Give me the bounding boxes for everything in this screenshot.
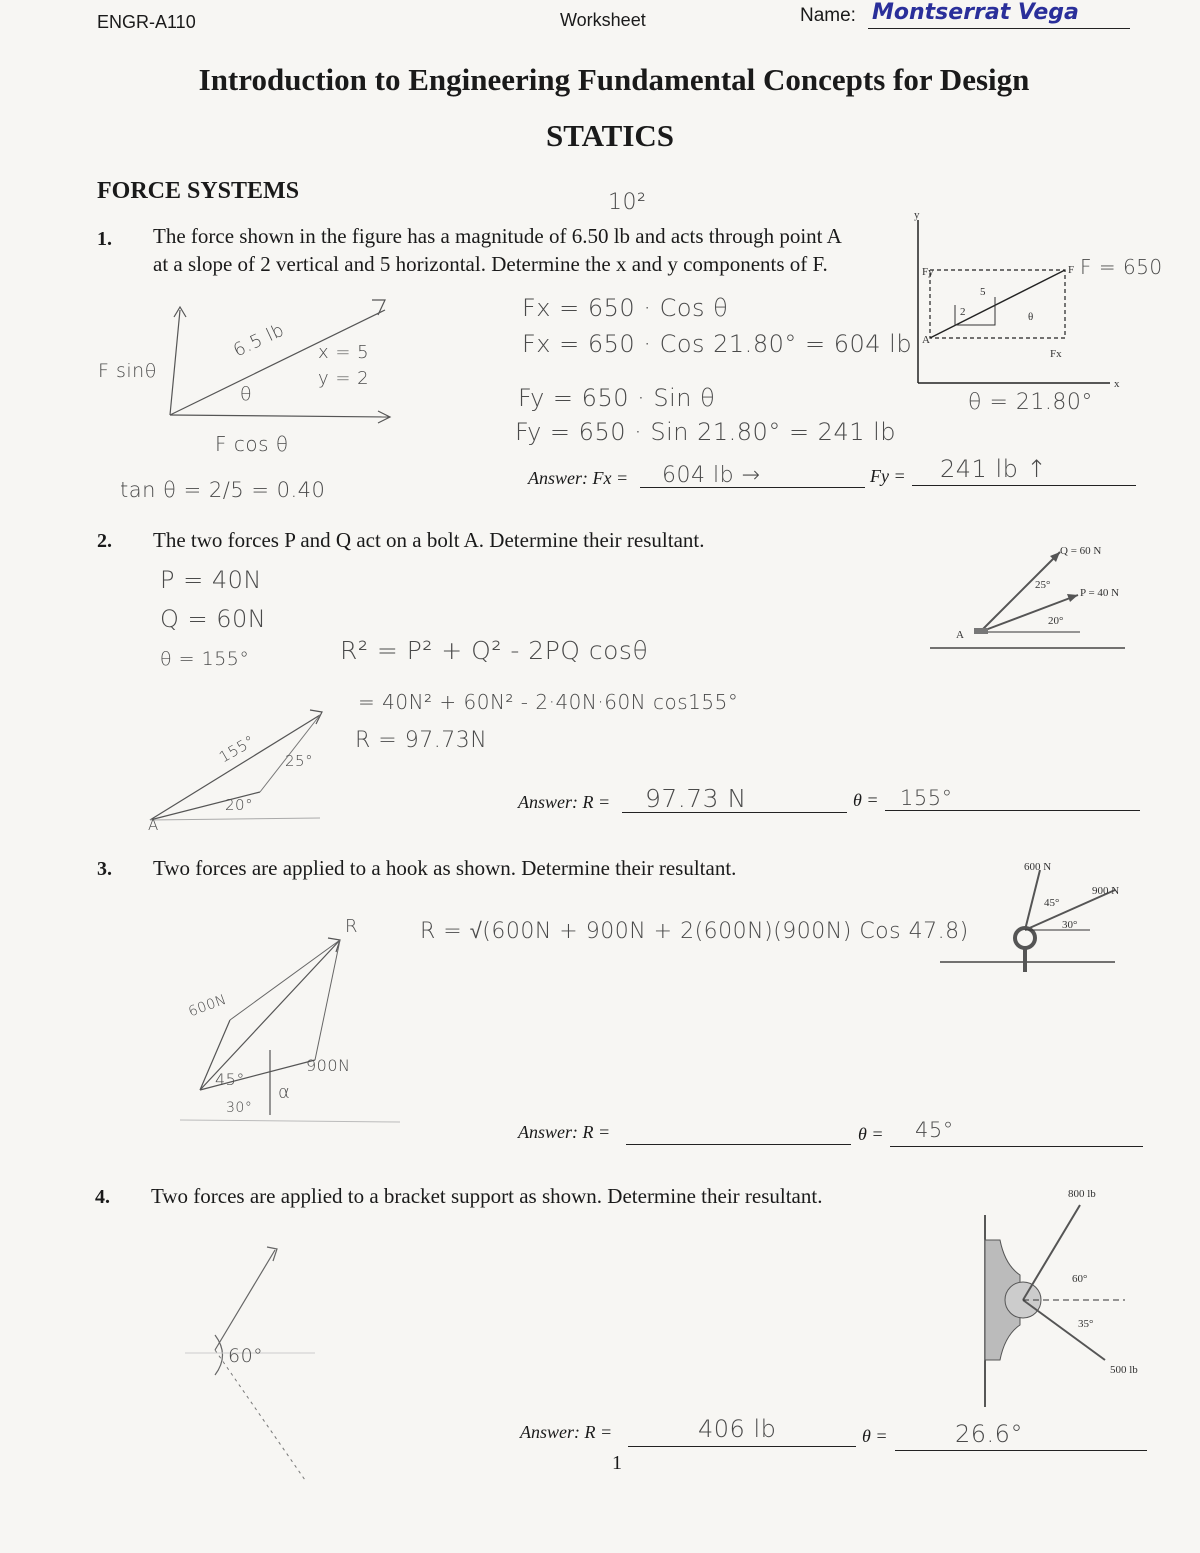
p1-fig-five-label: 5 xyxy=(980,286,986,298)
p4-fig-a60: 60° xyxy=(1072,1273,1088,1285)
p4-answer-theta-label: θ = xyxy=(862,1426,888,1446)
p3-figure xyxy=(940,860,1140,980)
p2-fig-p-label: P = 40 N xyxy=(1080,587,1120,599)
p2-sketch-155: 155° xyxy=(216,731,259,767)
p1-fig-x-label: x xyxy=(1114,378,1120,390)
p4-answer-theta: 26.6° xyxy=(955,1420,1023,1448)
p2-work-line2: = 40N² + 60N² - 2·40N·60N cos155° xyxy=(358,690,739,714)
p3-answer-theta-line xyxy=(890,1146,1143,1147)
p2-given-p: P = 40N xyxy=(160,566,262,594)
p2-given-theta: θ = 155° xyxy=(160,648,250,670)
p4-fig-f1-label: 800 lb xyxy=(1068,1188,1096,1200)
p3-answer-r-label: Answer: R = xyxy=(518,1122,611,1142)
p1-fig-two-label: 2 xyxy=(960,306,966,318)
p4-text-line1: Two forces are applied to a bracket support as shown. Determine their resultant. xyxy=(151,1184,823,1208)
name-underline xyxy=(868,28,1130,29)
p1-work-line2: Fx = 650 · Cos 21.80° = 604 lb xyxy=(522,330,913,358)
p2-answer-r-label: Answer: R = xyxy=(518,792,611,812)
p1-fig-a-label: A xyxy=(922,334,930,346)
p1-sketch-theta: θ xyxy=(240,383,253,405)
p3-fig-f2-label: 900 N xyxy=(1092,885,1120,897)
p2-given-q: Q = 60N xyxy=(160,605,267,633)
p4-answer-r-line xyxy=(628,1446,856,1447)
p1-fig-y-label: y xyxy=(914,209,920,221)
p1-work-line1: Fx = 650 · Cos θ xyxy=(522,294,729,322)
p1-answer-fx-line xyxy=(640,487,865,488)
page-subtitle: STATICS xyxy=(545,118,675,153)
p3-answer-theta: 45° xyxy=(915,1118,954,1142)
p4-answer-r-label: Answer: R = xyxy=(520,1422,613,1442)
course-code: ENGR-A110 xyxy=(97,12,196,32)
p3-text-line1: Two forces are applied to a hook as shown. Determine their resultant. xyxy=(153,856,737,880)
p1-f-eq-650: F = 650 xyxy=(1080,255,1163,279)
p2-fig-a20: 20° xyxy=(1048,615,1064,627)
p2-work-line1: R² = P² + Q² - 2PQ cosθ xyxy=(340,636,649,665)
p2-sketch-20: 20° xyxy=(225,796,254,814)
p2-answer-theta: 155° xyxy=(900,786,953,810)
p4-fig-f2-label: 500 lb xyxy=(1110,1364,1138,1376)
p2-answer-r: 97.73 N xyxy=(645,784,747,813)
p2-fig-a25: 25° xyxy=(1035,579,1051,591)
p1-answer-fy-label: Fy = xyxy=(870,466,906,486)
p3-fig-a45: 45° xyxy=(1044,897,1060,909)
p3-sketch-900: 900N xyxy=(306,1056,351,1075)
p3-sketch-r: R xyxy=(345,916,359,937)
p1-fig-fy-label: Fy xyxy=(922,266,934,278)
p3-sketch-600: 600N xyxy=(186,991,229,1021)
p2-number: 2. xyxy=(97,530,112,552)
p3-sketch-30: 30° xyxy=(226,1100,253,1116)
p1-annotation: 10² xyxy=(608,190,647,215)
section-heading: FORCE SYSTEMS xyxy=(97,178,300,204)
p1-text-line1: The force shown in the figure has a magnitude of 6.50 lb and acts through point A xyxy=(153,224,842,248)
p1-fig-theta-label: θ xyxy=(1028,311,1034,323)
p2-answer-theta-line xyxy=(885,810,1140,811)
p1-sketch-fcos: F cos θ xyxy=(215,432,289,456)
doc-type: Worksheet xyxy=(560,10,646,30)
p3-answer-r-line xyxy=(626,1144,851,1145)
p2-fig-a-label: A xyxy=(956,629,964,641)
p4-answer-r: 406 lb xyxy=(698,1415,777,1443)
p2-figure xyxy=(930,540,1130,652)
p3-answer-theta-label: θ = xyxy=(858,1124,884,1144)
p2-work-line3: R = 97.73N xyxy=(355,728,488,753)
p1-work-line4: Fy = 650 · Sin 21.80° = 241 lb xyxy=(515,418,897,446)
p1-tan-theta: tan θ = 2/5 = 0.40 xyxy=(120,478,326,502)
p4-fig-a35: 35° xyxy=(1078,1318,1094,1330)
p1-sketch-y: y = 2 xyxy=(318,368,370,389)
p4-sketch-60: 60° xyxy=(228,1345,264,1367)
p1-answer-fx: 604 lb → xyxy=(662,463,761,488)
p3-sketch-45: 45° xyxy=(215,1070,245,1089)
p1-answer-fy: 241 lb ↑ xyxy=(940,455,1048,483)
page-number: 1 xyxy=(612,1452,622,1474)
p1-sketch-fsin: F sinθ xyxy=(98,360,157,382)
p1-text-line2: at a slope of 2 vertical and 5 horizontal. Determine the x and y components of F. xyxy=(153,252,828,276)
p1-theta-result: θ = 21.80° xyxy=(968,390,1093,415)
p4-answer-theta-line xyxy=(895,1450,1147,1451)
p3-work-line1: R = √(600N + 900N + 2(600N)(900N) Cos 47.8) xyxy=(420,919,969,944)
page-title: Introduction to Engineering Fundamental Concepts for Design xyxy=(198,62,1030,97)
p2-text-line1: The two forces P and Q act on a bolt A. Determine their resultant. xyxy=(153,528,705,552)
p4-figure xyxy=(960,1185,1155,1410)
p1-work-line3: Fy = 650 · Sin θ xyxy=(518,384,716,412)
p2-sketch-25: 25° xyxy=(285,752,314,770)
p3-fig-f1-label: 600 N xyxy=(1024,861,1052,873)
p2-sketch-a: A xyxy=(148,816,159,834)
p3-sketch-alpha: α xyxy=(278,1082,291,1103)
p3-number: 3. xyxy=(97,858,112,880)
name-label: Name: xyxy=(800,5,856,26)
p1-answer-fy-line xyxy=(912,485,1136,486)
p1-fig-f-label: F xyxy=(1068,264,1075,276)
p1-number: 1. xyxy=(97,228,112,250)
p1-figure xyxy=(900,209,1145,390)
p4-number: 4. xyxy=(95,1186,110,1208)
p1-sketch-mag: 6.5 lb xyxy=(230,319,288,362)
p2-answer-r-line xyxy=(622,812,847,813)
p2-answer-theta-label: θ = xyxy=(853,790,879,810)
p3-fig-a30: 30° xyxy=(1062,919,1078,931)
p1-answer-fx-label: Answer: Fx = xyxy=(528,468,629,488)
p1-fig-fx-label: Fx xyxy=(1050,348,1062,360)
p2-fig-q-label: Q = 60 N xyxy=(1060,545,1102,557)
p1-sketch-x: x = 5 xyxy=(318,342,370,363)
student-name: Montserrat Vega xyxy=(872,0,1079,25)
